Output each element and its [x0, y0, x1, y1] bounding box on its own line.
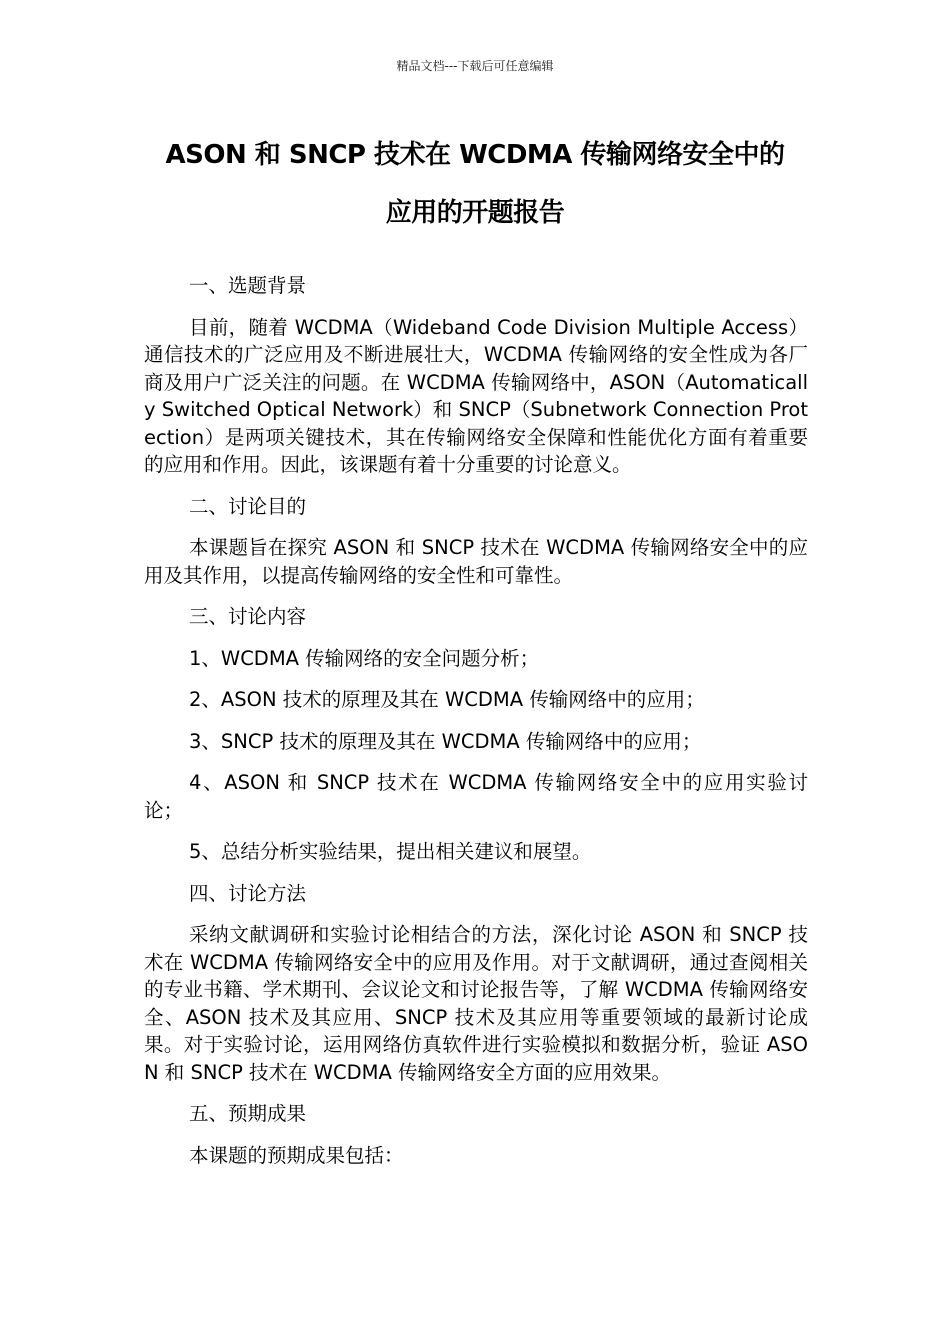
section-heading-content: 三、讨论内容 [189, 605, 307, 628]
list-item-content-1: 1、WCDMA 传输网络的安全问题分析； [189, 646, 540, 670]
paragraph-purpose: 本课题旨在探究 ASON 和 SNCP 技术在 WCDMA 传输网络安全中的应用及其作用，以提高传输网络的安全性和可靠性。 [144, 536, 808, 587]
section-heading-background: 一、选题背景 [189, 274, 307, 297]
section-heading-results: 五、预期成果 [189, 1102, 307, 1125]
header-note: 精品文档---下载后可任意编辑 [396, 59, 554, 73]
paragraph-background: 目前，随着 WCDMA（Wideband Code Division Multiple Access）通信技术的广泛应用及不断进展壮大，WCDMA 传输网络的安全性成为各厂商及用户广泛关注的问题。在 WCDMA 传输网络中，ASON（Automatically Switched Optical Network）和 SNCP（Subnetwork Connection Protection）是两项关键技术，其在传输网络安全保障和性能优化方面有着重要的应用和作用。因此，该课题有着十分重要的讨论意义。 [144, 315, 808, 476]
list-item-content-3: 3、SNCP 技术的原理及其在 WCDMA 传输网络中的应用； [189, 729, 702, 753]
paragraph-method: 采纳文献调研和实验讨论相结合的方法，深化讨论 ASON 和 SNCP 技术在 WCDMA 传输网络安全中的应用及作用。对于文献调研，通过查阅相关的专业书籍、学术期刊、会议论文和讨论报告等，了解 WCDMA 传输网络安全、ASON 技术及其应用、SNCP 技术及其应用等重要领域的最新讨论成果。对于实验讨论，运用网络仿真软件进行实验模拟和数据分析，验证 ASON 和 SNCP 技术在 WCDMA 传输网络安全方面的应用效果。 [144, 923, 808, 1084]
list-item-content-5: 5、总结分析实验结果，提出相关建议和展望。 [189, 840, 592, 863]
document-body [144, 272, 808, 1183]
document-title-line-2: 应用的开题报告 [385, 198, 565, 228]
list-item-content-2: 2、ASON 技术的原理及其在 WCDMA 传输网络中的应用； [189, 688, 705, 711]
paragraph-results-intro: 本课题的预期成果包括： [189, 1143, 404, 1167]
list-item-content-4: 4、ASON 和 SNCP 技术在 WCDMA 传输网络安全中的应用实验讨论； [144, 771, 808, 822]
document-title-line-1: ASON 和 SNCP 技术在 WCDMA 传输网络安全中的 [165, 140, 785, 170]
section-heading-method: 四、讨论方法 [189, 881, 307, 905]
section-heading-purpose: 二、讨论目的 [189, 494, 307, 518]
